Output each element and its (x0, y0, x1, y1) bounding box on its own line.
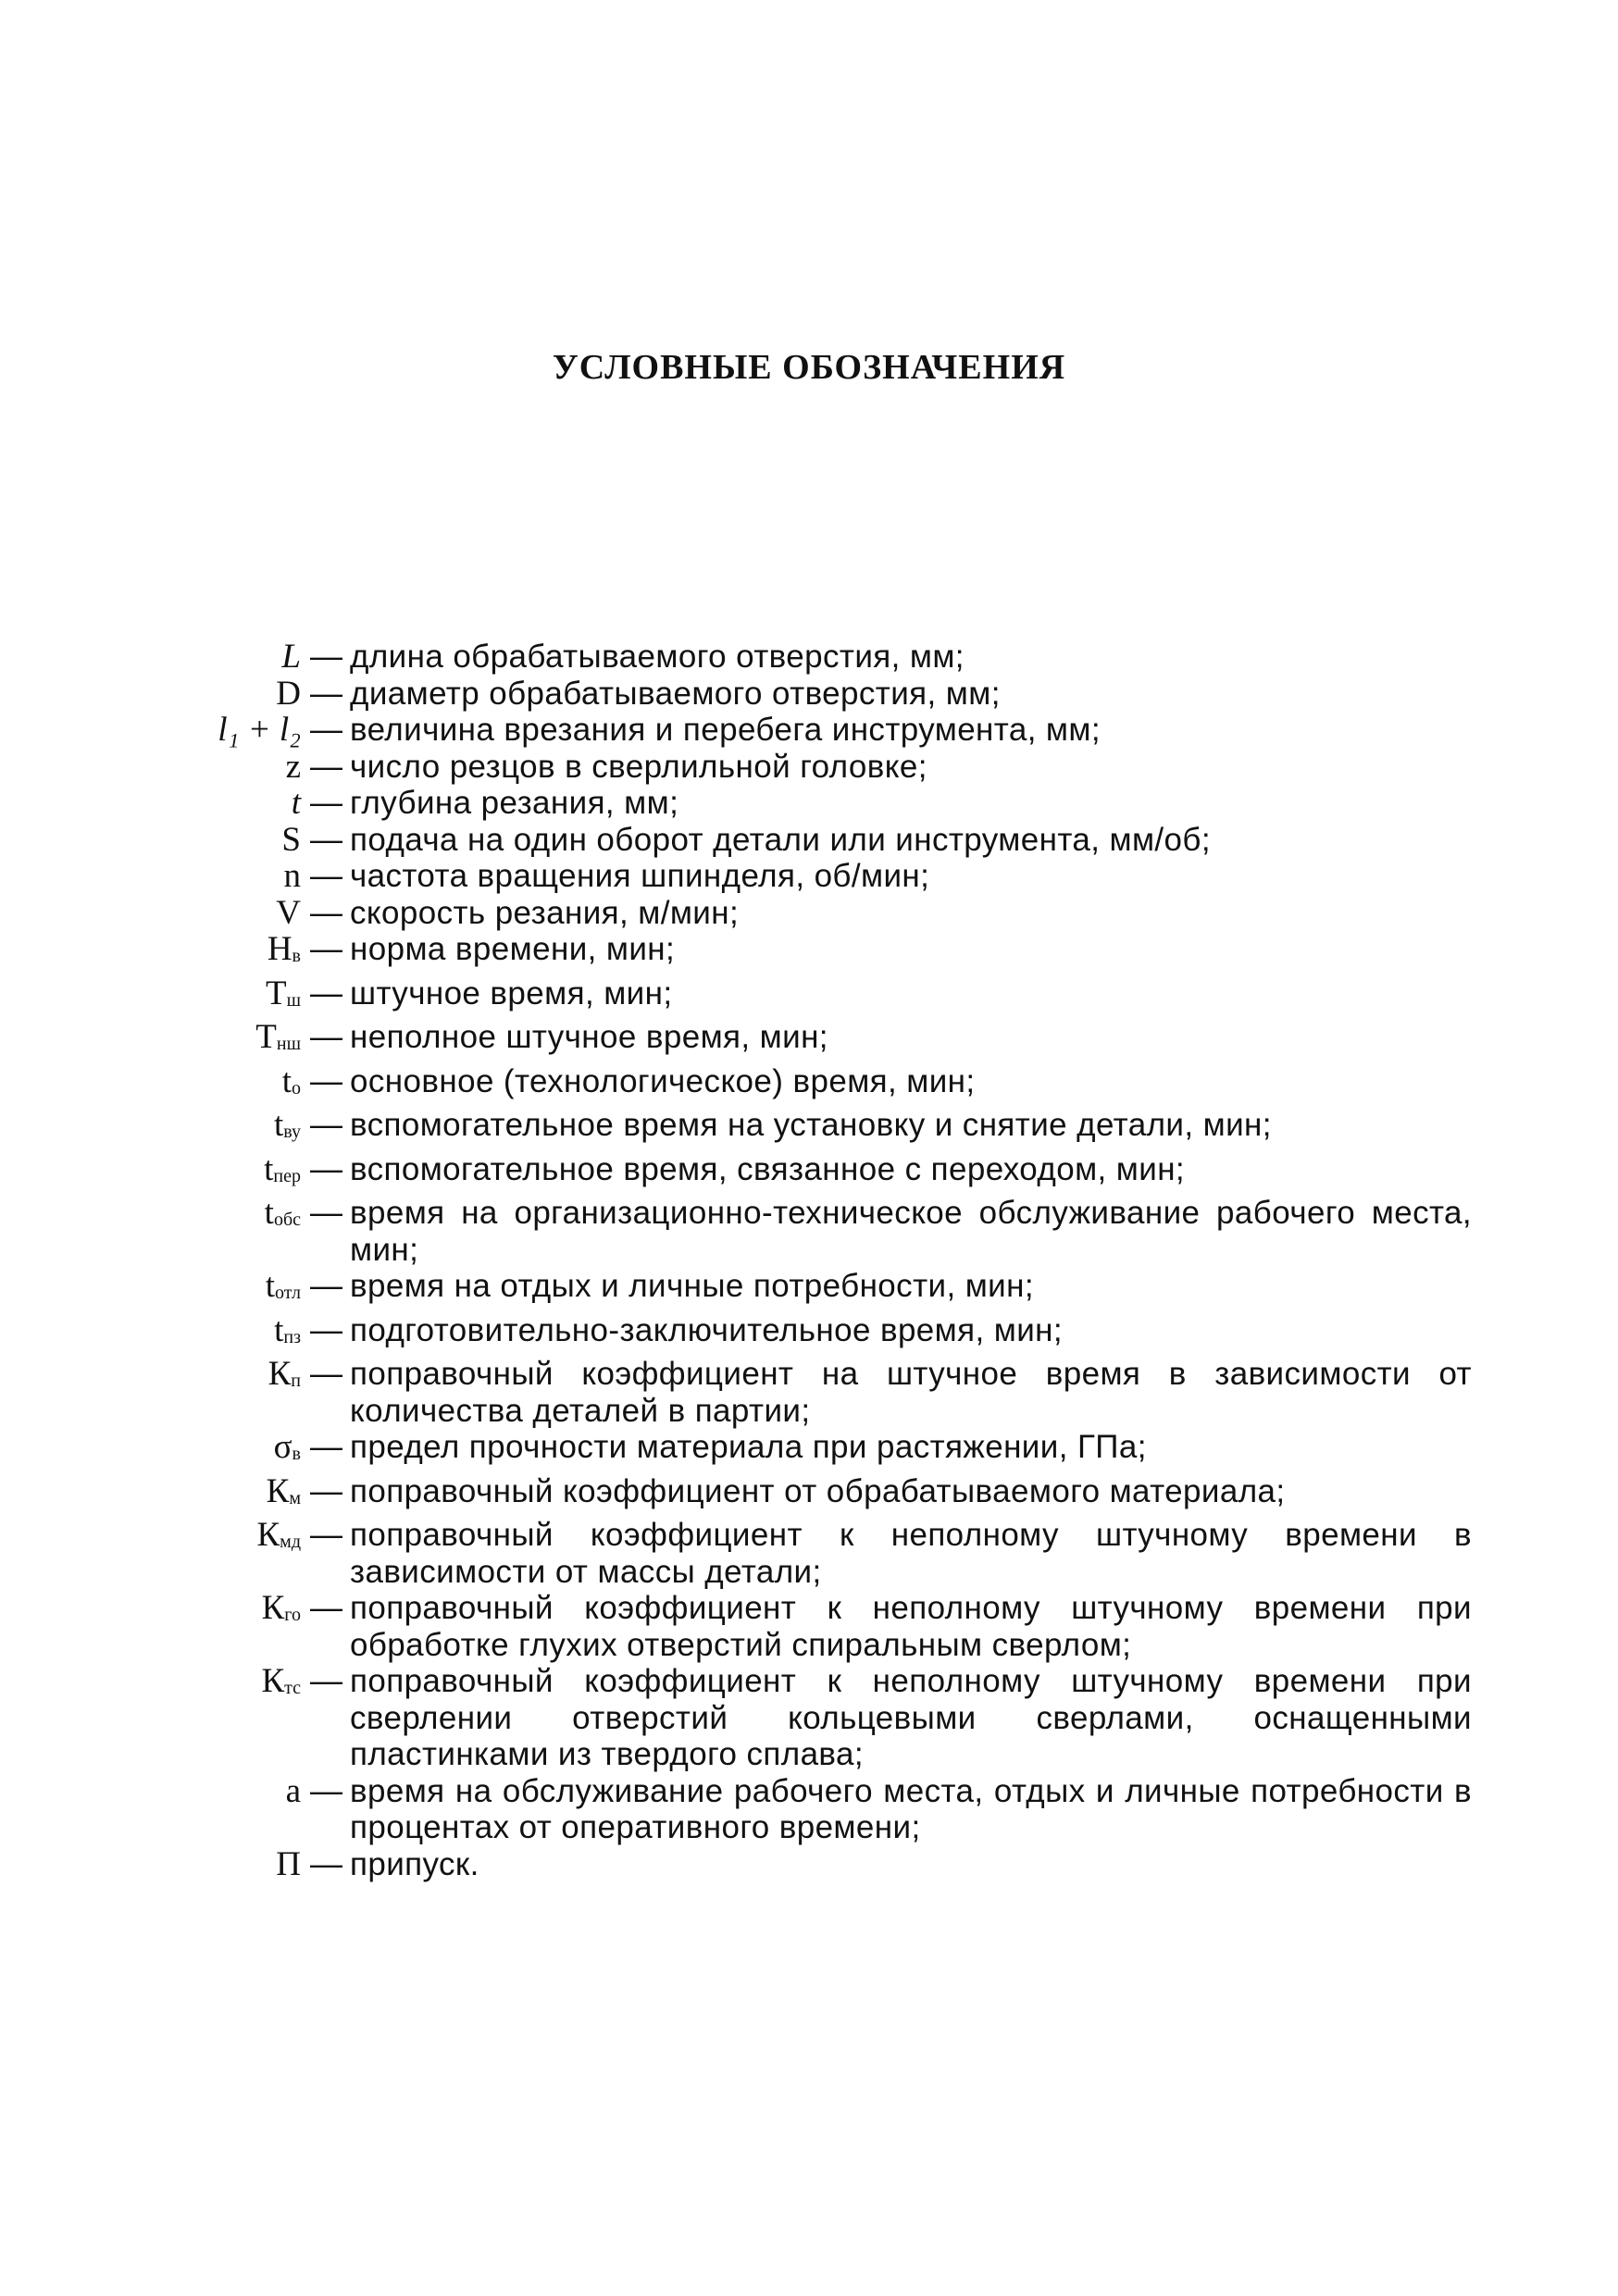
legend-symbol (130, 1663, 301, 1707)
legend-symbol (130, 975, 301, 1020)
symbol-main: К (266, 1471, 290, 1510)
legend-symbol (130, 1429, 301, 1473)
legend-dash: — (310, 748, 342, 785)
symbol-main: Т (255, 1018, 277, 1056)
legend-symbol (130, 822, 301, 859)
legend-dash: — (310, 1517, 342, 1553)
symbol-main: n (283, 857, 301, 895)
legend-dash: — (310, 894, 342, 931)
legend-symbol (130, 676, 301, 713)
symbol-subscript: тс (284, 1678, 301, 1698)
legend-symbol (130, 1268, 301, 1312)
legend-row (130, 1590, 1472, 1663)
legend-row (130, 858, 1472, 895)
symbol-subscript: в (292, 1444, 301, 1464)
symbol-subscript: м (289, 1487, 301, 1508)
legend-row (130, 1356, 1472, 1429)
legend-description: величина врезания и перебега инструмента, мм; (350, 712, 1101, 748)
legend-symbol (130, 1473, 301, 1518)
symbol-main: t (264, 1194, 274, 1232)
legend-description: предел прочности материала при растяжении, ГПа; (350, 1429, 1147, 1465)
legend-row (130, 931, 1472, 975)
symbol-main: t (281, 1061, 292, 1100)
legend-dash: — (310, 1845, 342, 1882)
legend-description: поправочный коэффициент к неполному штучному времени при обработке глухих отверстий спиральным сверлом; (350, 1590, 1472, 1663)
legend-dash: — (310, 712, 342, 748)
legend-dash: — (310, 931, 342, 967)
legend-dash: — (310, 1429, 342, 1465)
symbol-subscript: пз (283, 1326, 301, 1347)
symbol-subscript: пер (273, 1165, 301, 1186)
symbol-subscript: о (292, 1077, 301, 1098)
legend-dash: — (310, 1311, 342, 1348)
legend-row (130, 1473, 1472, 1518)
symbol-subscript: ву (283, 1122, 301, 1142)
legend-description: частота вращения шпинделя, об/мин; (350, 858, 930, 894)
legend-symbol (130, 785, 301, 822)
legend-description: скорость резания, м/мин; (350, 894, 740, 931)
legend-row (130, 1019, 1472, 1063)
legend-dash: — (310, 1062, 342, 1099)
symbol-main: Н (267, 930, 292, 968)
legend-dash: — (310, 1772, 342, 1809)
legend-row (130, 1517, 1472, 1590)
legend-dash: — (310, 1663, 342, 1699)
legend-description: вспомогательное время, связанное с переходом, мин; (350, 1150, 1186, 1187)
legend-description: поправочный коэффициент от обрабатываемого материала; (350, 1472, 1286, 1509)
legend-row (130, 785, 1472, 822)
legend-description: время на обслуживание рабочего места, отдых и личные потребности в процентах от оперативного времени; (350, 1772, 1472, 1845)
legend-symbol (130, 1019, 301, 1063)
legend-row (130, 822, 1472, 859)
legend-description: подготовительно-заключительное время, мин; (350, 1311, 1064, 1348)
legend-dash: — (310, 1472, 342, 1509)
page-title: УСЛОВНЫЕ ОБОЗНАЧЕНИЯ (552, 348, 1066, 387)
legend-description: время на организационно-техническое обслуживание рабочего места, мин; (350, 1195, 1472, 1268)
legend-row (130, 1773, 1472, 1846)
legend-row (130, 749, 1472, 786)
symbol-main: σ (273, 1428, 292, 1466)
legend-symbol (130, 749, 301, 786)
legend-dash: — (310, 1590, 342, 1626)
legend-row (130, 975, 1472, 1020)
legend-dash: — (310, 1356, 342, 1392)
legend-description: время на отдых и личные потребности, мин; (350, 1268, 1034, 1304)
legend-dash: — (310, 974, 342, 1011)
symbol-main: П (276, 1844, 301, 1883)
symbol-main: t (291, 784, 301, 822)
symbol-main: К (261, 1589, 285, 1627)
legend-dash: — (310, 785, 342, 821)
legend-description: длина обрабатываемого отверстия, мм; (350, 639, 965, 675)
symbol-main: Т (265, 974, 287, 1012)
symbol-subscript: нш (276, 1034, 301, 1054)
symbol-subscript: го (284, 1605, 301, 1625)
legend-row (130, 1107, 1472, 1151)
legend-symbol (130, 712, 301, 749)
legend-description: диаметр обрабатываемого отверстия, мм; (350, 675, 1001, 712)
legend-symbol (130, 895, 301, 932)
symbol-main: К (268, 1355, 292, 1393)
symbol-main: t (274, 1310, 284, 1349)
legend-dash: — (310, 821, 342, 858)
legend-description: поправочный коэффициент на штучное время в зависимости от количества деталей в партии; (350, 1356, 1472, 1429)
symbol-subscript: в (292, 946, 301, 966)
legend-row (130, 1846, 1472, 1883)
symbol-main: S (281, 820, 301, 859)
legend-symbol (130, 1063, 301, 1108)
symbol-main: К (261, 1662, 285, 1700)
legend-description: неполное штучное время, мин; (350, 1019, 828, 1055)
symbol-main: t (264, 1149, 274, 1188)
legend-dash: — (310, 858, 342, 894)
legend-symbol (130, 1195, 301, 1239)
symbol-main: t (273, 1106, 284, 1144)
legend-symbol (130, 1846, 301, 1883)
legend-symbol (130, 1773, 301, 1810)
legend-symbol (130, 931, 301, 975)
legend-dash: — (310, 1268, 342, 1304)
legend-description: глубина резания, мм; (350, 785, 679, 821)
legend-description: число резцов в сверлильной головке; (350, 748, 927, 785)
legend-description: штучное время, мин; (350, 974, 673, 1011)
legend-symbol (130, 1312, 301, 1357)
legend-description: основное (технологическое) время, мин; (350, 1062, 976, 1099)
legend-row (130, 1312, 1472, 1357)
legend-row (130, 1429, 1472, 1473)
legend-dash: — (310, 1019, 342, 1055)
legend-row (130, 676, 1472, 713)
legend-description: подача на один оборот детали или инструмента, мм/об; (350, 821, 1211, 858)
legend-description: поправочный коэффициент к неполному штучному времени при сверлении отверстий кольцевыми сверлами, оснащенными пластинками из твердого сплава; (350, 1663, 1472, 1772)
legend-row (130, 1663, 1472, 1773)
legend-row (130, 1268, 1472, 1312)
legend-row (130, 1151, 1472, 1196)
legend-symbol (130, 1517, 301, 1561)
symbol-subscript: мд (280, 1532, 301, 1552)
symbol-main: L (281, 638, 301, 676)
symbol-main: l₁ + l₂ (218, 711, 301, 749)
legend-dash: — (310, 1150, 342, 1187)
symbol-main: t (265, 1267, 276, 1305)
legend-symbol (130, 1590, 301, 1634)
legend-symbol (130, 858, 301, 895)
symbol-subscript: п (291, 1371, 301, 1391)
symbol-main: a (285, 1771, 301, 1810)
legend-dash: — (310, 639, 342, 675)
legend-description: норма времени, мин; (350, 931, 676, 967)
legend-description: припуск. (350, 1845, 479, 1882)
legend-dash: — (310, 675, 342, 712)
legend-symbol (130, 639, 301, 676)
legend-dash: — (310, 1107, 342, 1143)
symbol-main: D (276, 674, 301, 713)
legend-row (130, 895, 1472, 932)
symbol-subscript: отл (275, 1283, 301, 1303)
symbol-main: К (256, 1516, 280, 1554)
legend-row (130, 1195, 1472, 1268)
legend-description: вспомогательное время на установку и снятие детали, мин; (350, 1107, 1272, 1143)
legend-symbol (130, 1151, 301, 1196)
legend-description: поправочный коэффициент к неполному штучному времени в зависимости от массы детали; (350, 1517, 1472, 1590)
legend-symbol (130, 1356, 301, 1400)
symbol-main: z (285, 747, 301, 786)
legend-row (130, 1063, 1472, 1108)
symbols-legend (130, 639, 1472, 1882)
symbol-subscript: обс (273, 1210, 301, 1230)
legend-dash: — (310, 1195, 342, 1231)
legend-row (130, 639, 1472, 676)
legend-symbol (130, 1107, 301, 1151)
symbol-subscript: ш (286, 989, 301, 1011)
legend-row (130, 712, 1472, 749)
symbol-main: V (276, 893, 301, 932)
